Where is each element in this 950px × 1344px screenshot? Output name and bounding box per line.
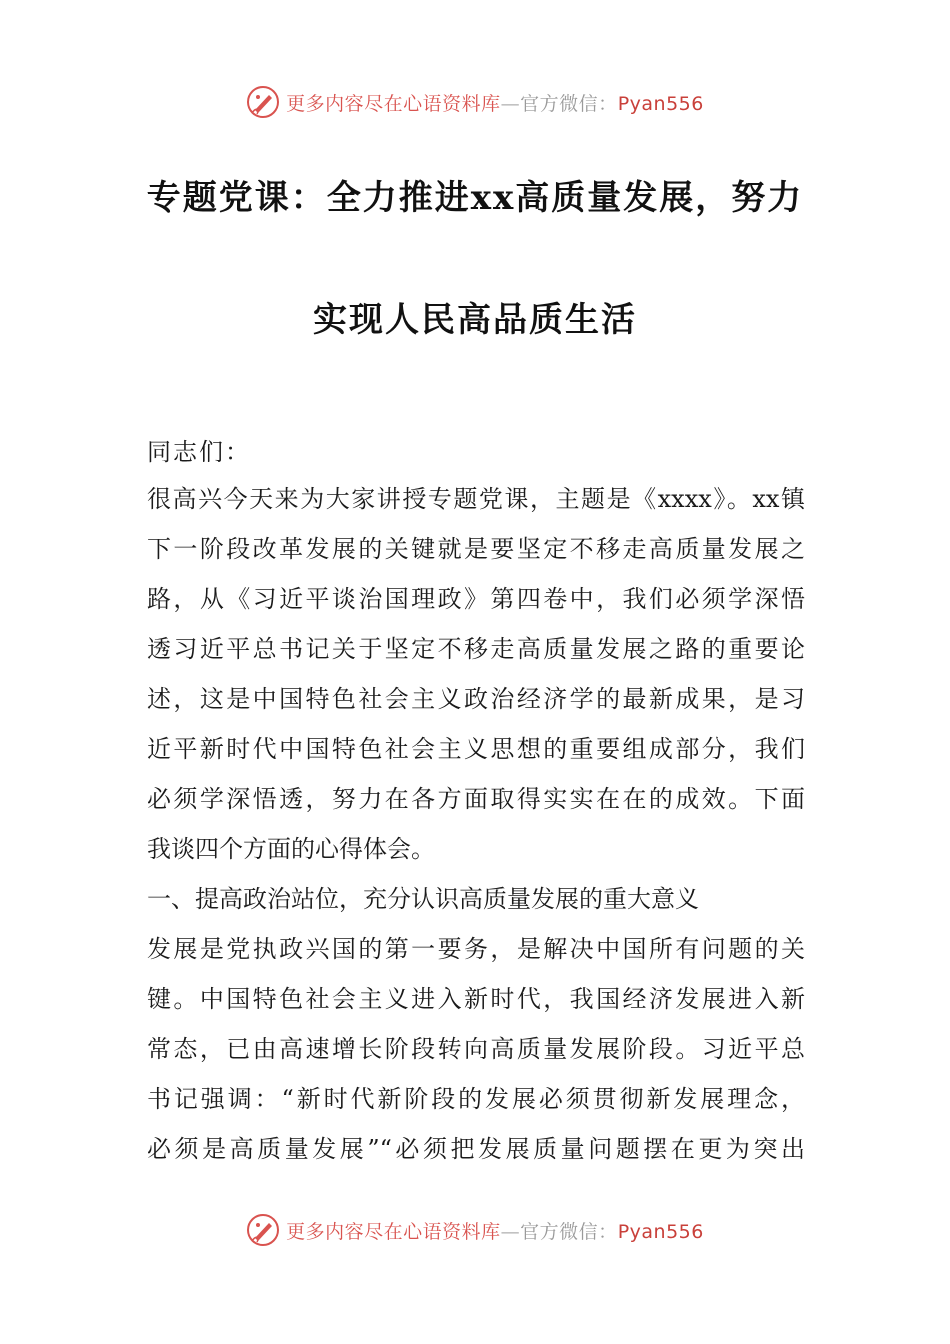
body-line: 我谈四个方面的心得体会。	[147, 835, 435, 863]
body-line: 很高兴今天来为大家讲授专题党课，主题是《xxxx》。xx镇	[147, 485, 805, 513]
banner-middle: 官方微信：	[520, 92, 618, 115]
body-line: 必须学深悟透，努力在各方面取得实实在在的成效。下面	[147, 785, 805, 813]
banner-dash: —	[500, 1220, 521, 1243]
body-line: 透习近平总书记关于坚定不移走高质量发展之路的重要论	[147, 635, 805, 663]
body-line: 键。中国特色社会主义进入新时代，我国经济发展进入新	[147, 985, 805, 1013]
body-content	[147, 474, 805, 1174]
body-line: 常态，已由高速增长阶段转向高质量发展阶段。习近平总	[147, 1035, 805, 1063]
banner-brand: Pyan556	[617, 92, 704, 115]
banner-prefix: 更多内容尽在心语资料库	[286, 92, 501, 115]
body-line: 发展是党执政兴国的第一要务，是解决中国所有问题的关	[147, 935, 805, 963]
document-title-line-2: 实现人民高品质生活	[313, 300, 637, 340]
banner-brand: Pyan556	[617, 1220, 704, 1243]
footer-watermark-banner	[0, 1210, 950, 1250]
section-heading-1: 一、提高政治站位，充分认识高质量发展的重大意义	[147, 885, 699, 913]
body-line: 近平新时代中国特色社会主义思想的重要组成部分，我们	[147, 735, 805, 763]
body-line: 下一阶段改革发展的关键就是要坚定不移走高质量发展之	[147, 535, 805, 563]
banner-prefix: 更多内容尽在心语资料库	[286, 1220, 501, 1243]
body-line: 书记强调：“新时代新阶段的发展必须贯彻新发展理念，	[147, 1085, 805, 1113]
header-watermark-banner	[0, 82, 950, 122]
pen-logo-icon	[246, 85, 280, 119]
body-line: 路，从《习近平谈治国理政》第四卷中，我们必须学深悟	[147, 585, 805, 613]
banner-text	[286, 89, 704, 116]
pen-logo-icon	[246, 1213, 280, 1247]
greeting: 同志们：	[147, 438, 251, 466]
body-line: 述，这是中国特色社会主义政治经济学的最新成果，是习	[147, 685, 805, 713]
banner-middle: 官方微信：	[520, 1220, 618, 1243]
document-title-line-1: 专题党课：全力推进xx高质量发展，努力	[146, 178, 804, 218]
banner-text	[286, 1217, 704, 1244]
banner-dash: —	[500, 92, 521, 115]
body-line: 必须是高质量发展”“必须把发展质量问题摆在更为突出	[147, 1135, 805, 1163]
